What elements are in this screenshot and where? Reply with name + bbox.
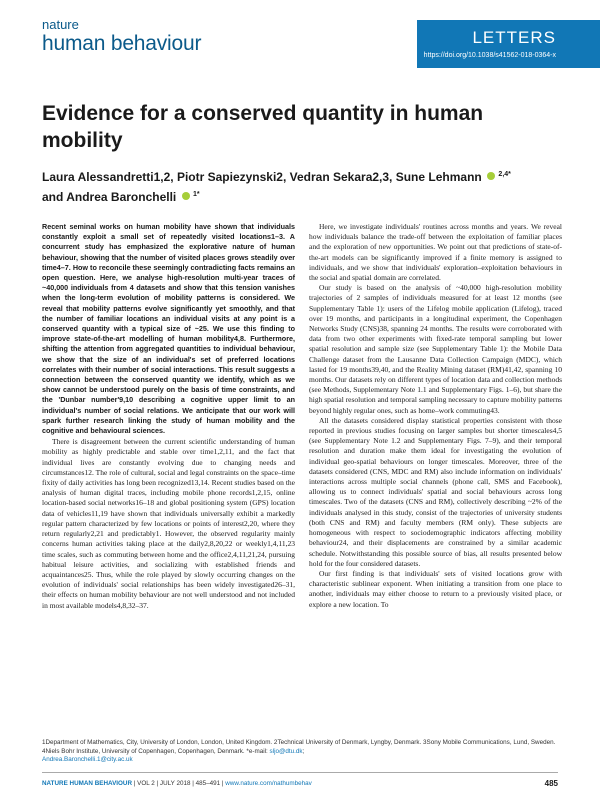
body-paragraph: Here, we investigate individuals' routines across months and years. We reveal how individuals balance the trade-off between the exploitation of familiar places and the exploration of new opportunities. We point out that predictions of state-of-the-art models can be significantly improved if a finite memory is assigned to individuals, and we show that individuals' exploration–exploitation behaviours in the social and spatial domain are correlated. — [309, 222, 562, 283]
orcid-icon[interactable] — [487, 172, 495, 180]
right-column — [309, 222, 562, 610]
section-label: LETTERS — [472, 28, 556, 47]
author-list — [42, 166, 562, 206]
body-paragraph: Our study is based on the analysis of ~40,000 high-resolution mobility trajectories of 2 samples of individuals measured for at least 12 months (see Supplementary Table 1): users of the Lifelog mobile application (Lifelog), traced over 19 months, and participants in a longitudinal experiment, the Copenhagen Networks Study (CNS)38, spanning 24 months. The results were corroborated with data from two other experiments with fixed-rate temporal sampling but lower spatial resolution and sample size (see Supplementary Table 1): the Mobile Data Challenge dataset from the Lausanne Data Collection Campaign (MDC), which lasted for 19 months39,40, and the Reality Mining dataset (RM)41,42, spanning 10 months. Our datasets rely on different types of location data and collection methods (see Methods, Supplementary Note 1.1 and Supplementary Figs. 1–6), but share the high spatial resolution and temporal sampling necessary to capture mobility patterns beyond highly regular ones, such as home–work commuting43. — [309, 283, 562, 415]
body-paragraph: All the datasets considered display statistical properties consistent with those reported in previous studies focusing on larger samples but shorter timescales4,5 (see Supplementary Note 1.2 and Supplementary Figs. 7–9), and their temporal resolution and duration make them ideal for investigating the evolution of individual geo-spatial behaviours on longer timescales. Moreover, three of the datasets considered (CNS, MDC and RM) also include information on individuals' interactions across multiple social channels (phone call, SMS and Facebook), allowing us to connect individuals' spatial and social behaviours across long timescales. Two of the datasets (CNS and RM), collectively describing ~2% of the individuals analysed in this study, consist of the trajectories of university students (both CNS and RM) and faculty members (RM only). These subjects are homogeneous with respect to sociodemographic indicators affecting mobility behaviour24, and their displacements are constrained by a similar academic schedule. Notwithstanding this possible source of bias, all results presented below hold for the four considered datasets. — [309, 415, 562, 568]
journal-logo-big: human behaviour — [42, 32, 202, 55]
authors-line-2: and Andrea Baronchelli — [42, 190, 177, 204]
journal-footer — [42, 780, 312, 787]
affiliations-text: 1Department of Mathematics, City, University of London, London, United Kingdom. 2Technical University of Denmark, Lyngby, Denmark. 3Sony Mobile Communications, Lund, Sweden. 4Niels Bohr Institute, University of Copenhagen, Copenhagen, Denmark. *e-mail: — [42, 739, 556, 755]
affiliations — [42, 739, 558, 765]
authors-line-1: Laura Alessandretti1,2, Piotr Sapiezynski2, Vedran Sekara2,3, Sune Lehmann — [42, 170, 482, 184]
body-paragraph: There is disagreement between the current scientific understanding of human mobility as highly predictable and stable over time1,2,11, and the fact that individual lives are constantly evolving due to changing needs and circumstances12. The role of cultural, social and legal constraints on the space–time fixity of daily activities has long been recognized13,14. Recent studies based on the analysis of human digital traces, including mobile phone records1,2,15, online location-based social networks16–18 and global positioning system (GPS) location data of vehicles11,19 have shown that individuals universally exhibit a markedly regular pattern characterized by few locations or points of interest2,20, where they return regularly2,21 and predictably1. However, the observed regularity mainly concerns human activities taking place at the daily2,8,20,22 or weekly1,4,11,23 time scales, such as commuting between home and the office2,4,11,21,24, pursuing habitual leisure activities, and socializing with established friends and acquaintances25. Thus, while the role played by slowly occurring changes on the evolution of individuals' social relationships has been widely investigated26–31, their effects on human mobility behaviour are not well understood and not included in most available models4,8,32–37. — [42, 437, 295, 610]
journal-issue: | VOL 2 | JULY 2018 | 485–491 | — [132, 780, 226, 787]
authors-line-2-affil: 1* — [192, 191, 200, 198]
doi-link[interactable]: https://doi.org/10.1038/s41562-018-0364-x — [423, 52, 556, 59]
abstract: Recent seminal works on human mobility have shown that individuals constantly exploit a small set of repeatedly visited locations1–3. A concurrent study has emphasized the explorative nature of human behaviour, showing that the number of visited places grows steadily over time4–7. How to reconcile these seemingly contradicting facts remains an open question. Here, we analyse high-resolution multi-year traces of ~40,000 individuals from 4 datasets and show that this tension vanishes when the long-term evolution of mobility patterns is considered. We reveal that mobility patterns evolve significantly yet smoothly, and that the number of familiar locations an individual visits at any point is a conserved quantity with a typical size of ~25. We use this finding to improve state-of-the-art modelling of human mobility4,8. Furthermore, shifting the attention from aggregated quantities to individual behaviour, we show that the size of an individual's set of preferred locations correlates with their number of social interactions. This result suggests a connection between the conserved quantity we identify, which as we show cannot be understood purely on the basis of time constraints, and the 'Dunbar number'9,10 describing a cognitive upper limit to an individual's number of social relations. We anticipate that our work will spark further research linking the study of human mobility and the cognitive and behavioural sciences. — [42, 222, 295, 436]
journal-logo-small: nature — [42, 17, 79, 32]
article-title: Evidence for a conserved quantity in human mobility — [42, 102, 484, 152]
page-number: 485 — [544, 779, 558, 788]
orcid-icon[interactable] — [182, 192, 190, 200]
journal-url[interactable]: www.nature.com/nathumbehav — [225, 780, 312, 787]
email-separator: ; — [302, 747, 305, 755]
body-paragraph: Our first finding is that individuals' sets of visited locations grow with characteristic sublinear exponent. When initiating a transition from one place to another, individuals may either choose to return to a previously visited place, or explore a new location. To — [309, 568, 562, 609]
authors-line-1-affil: 2,4* — [498, 171, 511, 178]
email-link[interactable]: Andrea.Baronchelli.1@city.ac.uk — [42, 756, 133, 764]
journal-logo[interactable] — [42, 18, 201, 54]
email-link[interactable]: sljo@dtu.dk — [269, 747, 303, 755]
left-column — [42, 222, 295, 611]
footer-divider — [42, 772, 558, 773]
journal-name: NATURE HUMAN BEHAVIOUR — [42, 780, 133, 787]
